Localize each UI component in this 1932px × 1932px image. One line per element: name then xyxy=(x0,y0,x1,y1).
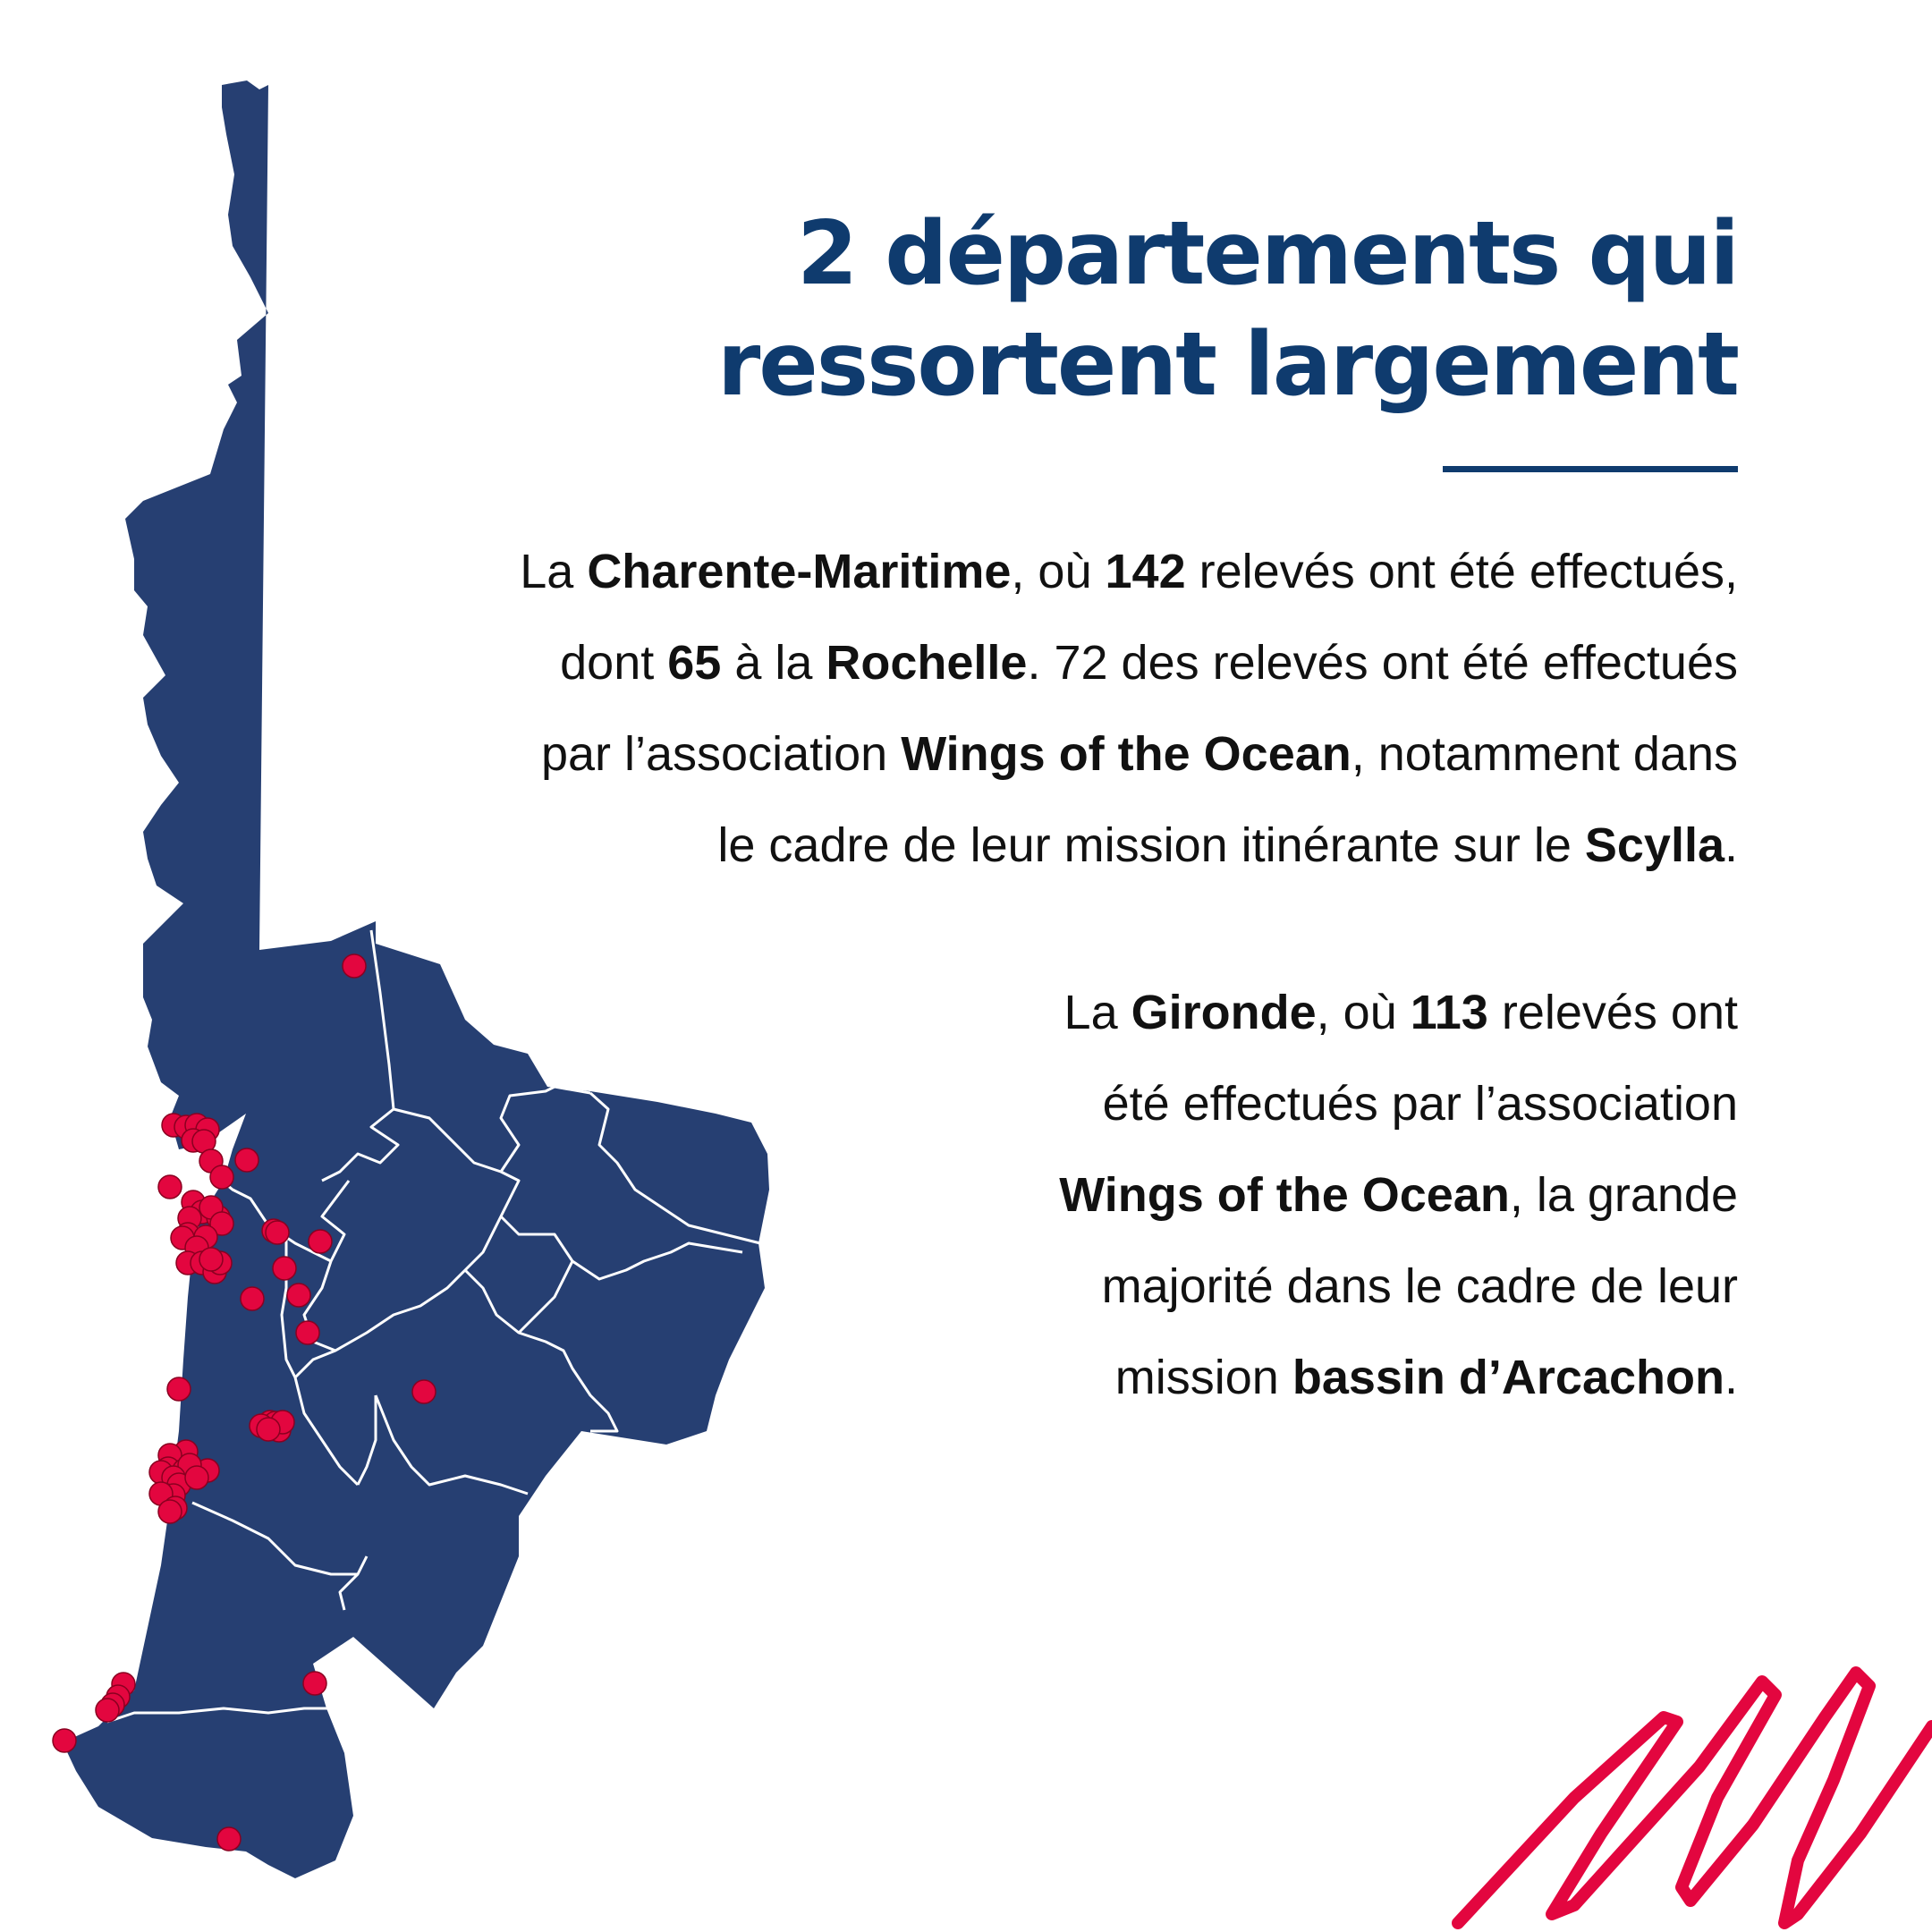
title-line-2: ressortent largement xyxy=(716,314,1738,416)
gironde-line-4: majorité dans le cadre de leur xyxy=(1101,1259,1738,1313)
gironde-line-2: été effectués par l’association xyxy=(1102,1077,1738,1131)
charente-line-3: par l’association Wings of the Ocean, notamment dans xyxy=(540,727,1738,781)
gironde-line-3: Wings of the Ocean, la grande xyxy=(1059,1168,1738,1222)
charente-line-2: dont 65 à la Rochelle. 72 des relevés ont été effectués xyxy=(560,636,1738,690)
title-line-1: 2 départements qui xyxy=(796,203,1738,305)
scribble-stroke xyxy=(1458,1673,1932,1923)
charente-line-4: le cadre de leur mission itinérante sur le Scylla. xyxy=(717,818,1738,872)
charente-line-1: La Charente-Maritime, où 142 relevés ont été effectués, xyxy=(520,545,1738,598)
gironde-line-1: La Gironde, où 113 relevés ont xyxy=(1063,986,1738,1039)
gironde-line-5: mission bassin d’Arcachon. xyxy=(1114,1351,1738,1404)
